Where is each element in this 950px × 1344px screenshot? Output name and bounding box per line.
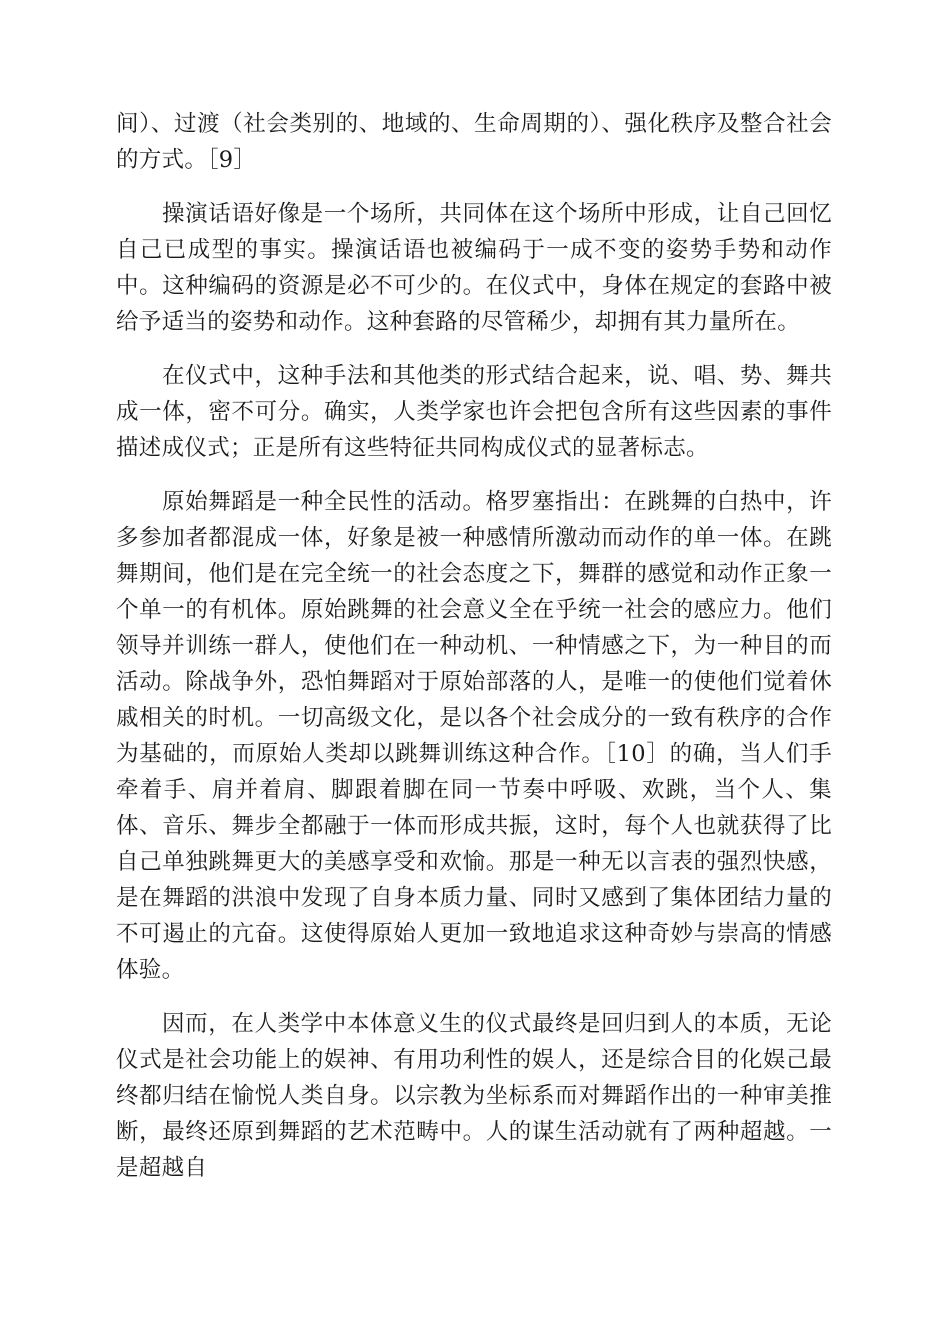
document-page [116, 106, 832, 1204]
paragraph-2: 操演话语好像是一个场所，共同体在这个场所中形成，让自己回忆自己已成型的事实。操演话语也被编码于一成不变的姿势手势和动作中。这种编码的资源是必不可少的。在仪式中，身体在规定的套路中被给予适当的姿势和动作。这种套路的尽管稀少，却拥有其力量所在。 [116, 201, 832, 335]
paragraph-3: 在仪式中，这种手法和其他类的形式结合起来，说、唱、势、舞共成一体，密不可分。确实，人类学家也许会把包含所有这些因素的事件描述成仪式；正是所有这些特征共同构成仪式的显著标志。 [116, 363, 832, 461]
paragraph-5: 因而，在人类学中本体意义生的仪式最终是回归到人的本质，无论仪式是社会功能上的娱神、有用功利性的娱人，还是综合目的化娱己最终都归结在愉悦人类自身。以宗教为坐标系而对舞蹈作出的一种审美推断，最终还原到舞蹈的艺术范畴中。人的谋生活动就有了两种超越。一是超越自 [116, 1011, 832, 1181]
paragraph-4: 原始舞蹈是一种全民性的活动。格罗塞指出：在跳舞的白热中，许多参加者都混成一体，好象是被一种感情所激动而动作的单一体。在跳舞期间，他们是在完全统一的社会态度之下，舞群的感觉和动作正象一个单一的有机体。原始跳舞的社会意义全在乎统一社会的感应力。他们领导并训练一群人，使他们在一种动机、一种情感之下，为一种目的而活动。除战争外，恐怕舞蹈对于原始部落的人，是唯一的使他们觉着休戚相关的时机。一切高级文化，是以各个社会成分的一致有秩序的合作为基础的，而原始人类却以跳舞训练这种合作。［10］的确，当人们手牵着手、肩并着肩、脚跟着脚在同一节奏中呼吸、欢跳，当个人、集体、音乐、舞步全都融于一体而形成共振，这时，每个人也就获得了比自己单独跳舞更大的美感享受和欢愉。那是一种无以言表的强烈快感，是在舞蹈的洪浪中发现了自身本质力量、同时又感到了集体团结力量的不可遏止的亢奋。这使得原始人更加一致地追求这种奇妙与崇高的情感体验。 [116, 489, 832, 983]
paragraph-1: 间）、过渡（社会类别的、地域的、生命周期的）、强化秩序及整合社会的方式。［9］ [116, 111, 832, 173]
